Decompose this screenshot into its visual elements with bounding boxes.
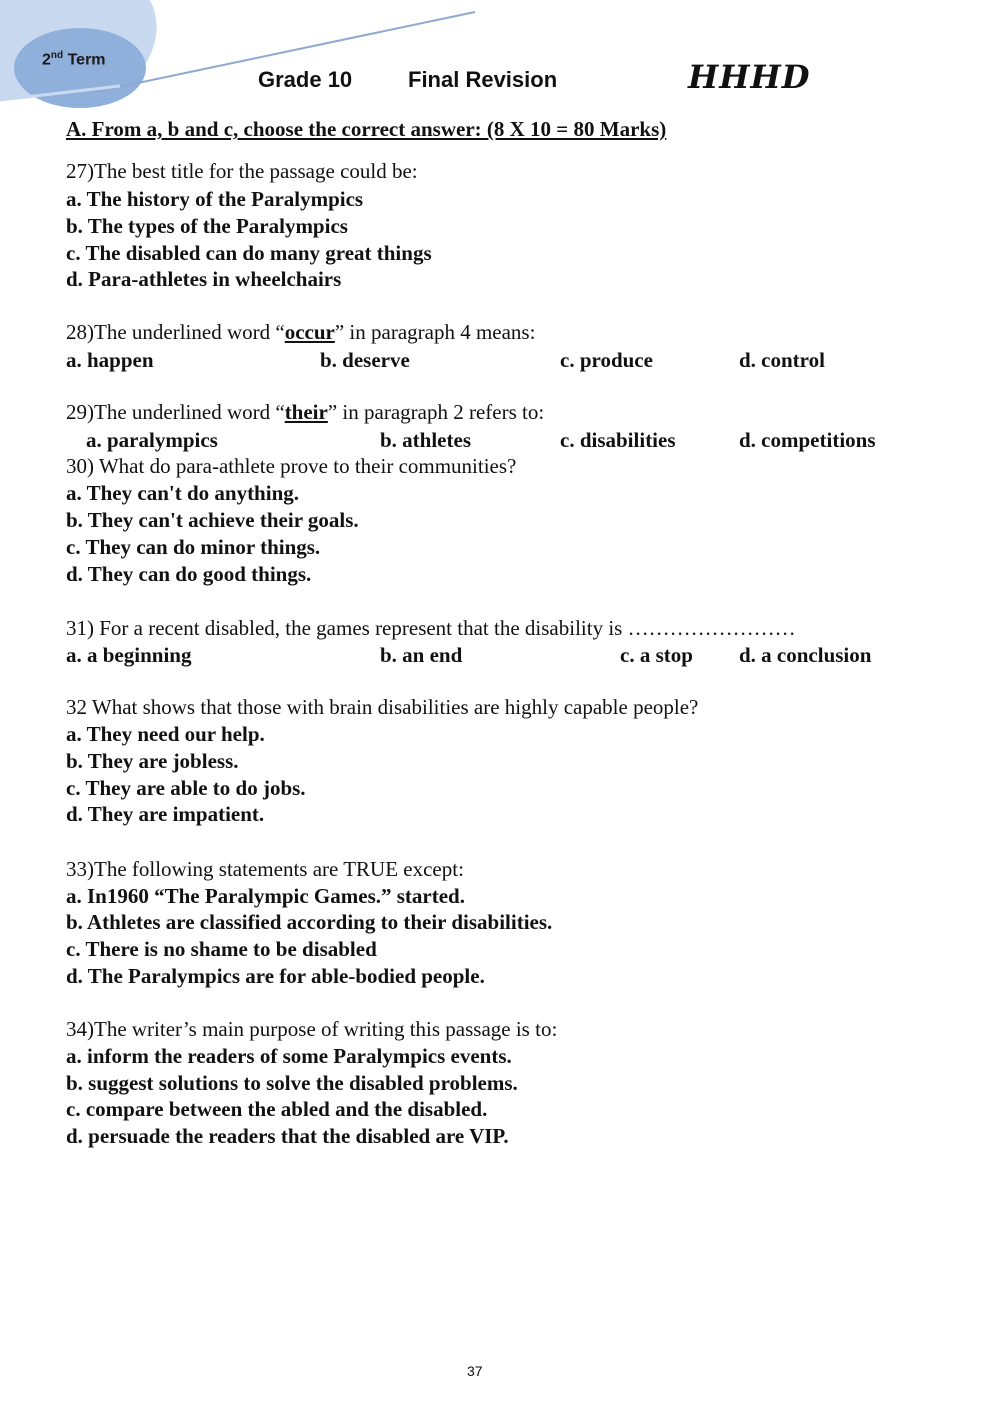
q31-option-a: a. a beginning bbox=[66, 643, 192, 667]
q31-option-b: b. an end bbox=[380, 643, 463, 667]
q31-option-c: c. a stop bbox=[620, 643, 693, 667]
q29-option-d: d. competitions bbox=[739, 428, 876, 452]
q33-option-c: c. There is no shame to be disabled bbox=[66, 937, 377, 961]
q30-option-a: a. They can't do anything. bbox=[66, 481, 299, 505]
question-28-stem: 28)The underlined word “occur” in paragraph 4 means: bbox=[66, 320, 536, 344]
question-33-stem: 33)The following statements are TRUE except: bbox=[66, 857, 464, 881]
q27-option-b: b. The types of the Paralympics bbox=[66, 214, 348, 238]
q28-option-c: c. produce bbox=[560, 348, 653, 372]
question-31-stem: 31) For a recent disabled, the games represent that the disability is …………………… bbox=[66, 616, 796, 640]
q33-option-b: b. Athletes are classified according to their disabilities. bbox=[66, 910, 553, 934]
q34-option-c: c. compare between the abled and the disabled. bbox=[66, 1097, 488, 1121]
q33-option-a: a. In1960 “The Paralympic Games.” started. bbox=[66, 884, 465, 908]
q34-option-a: a. inform the readers of some Paralympics events. bbox=[66, 1044, 512, 1068]
doc-title: Final Revision bbox=[408, 67, 558, 92]
q29-underlined-word: their bbox=[284, 400, 328, 424]
q28-option-b: b. deserve bbox=[320, 348, 410, 372]
q32-option-b: b. They are jobless. bbox=[66, 749, 239, 773]
q30-option-d: d. They can do good things. bbox=[66, 562, 312, 586]
q31-option-d: d. a conclusion bbox=[739, 643, 872, 667]
q27-option-a: a. The history of the Paralympics bbox=[66, 187, 364, 211]
question-30-stem: 30) What do para-athlete prove to their communities? bbox=[66, 454, 517, 478]
q30-option-c: c. They can do minor things. bbox=[66, 535, 321, 559]
author-logo: HHHD bbox=[688, 58, 811, 96]
q28-option-d: d. control bbox=[739, 348, 825, 372]
question-29-stem: 29)The underlined word “their” in paragraph 2 refers to: bbox=[66, 400, 545, 424]
q28-underlined-word: occur bbox=[284, 320, 335, 344]
grade-label: Grade 10 bbox=[258, 67, 353, 92]
q34-option-b: b. suggest solutions to solve the disabled problems. bbox=[66, 1071, 518, 1095]
q29-option-b: b. athletes bbox=[380, 428, 471, 452]
q28-option-a: a. happen bbox=[66, 348, 154, 372]
q32-option-a: a. They need our help. bbox=[66, 722, 265, 746]
section-title: A. From a, b and c, choose the correct answer: (8 X 10 = 80 Marks) bbox=[66, 117, 667, 141]
q30-option-b: b. They can't achieve their goals. bbox=[66, 508, 359, 532]
q32-option-c: c. They are able to do jobs. bbox=[66, 776, 306, 800]
question-27-stem: 27)The best title for the passage could be: bbox=[66, 159, 418, 183]
q27-option-c: c. The disabled can do many great things bbox=[66, 241, 432, 265]
q27-option-d: d. Para-athletes in wheelchairs bbox=[66, 267, 342, 291]
term-label: 2nd Term bbox=[42, 50, 106, 69]
q34-option-d: d. persuade the readers that the disabled are VIP. bbox=[66, 1124, 509, 1148]
q32-option-d: d. They are impatient. bbox=[66, 802, 265, 826]
question-34-stem: 34)The writer’s main purpose of writing this passage is to: bbox=[66, 1017, 558, 1041]
page-number: 37 bbox=[467, 1363, 483, 1379]
q33-option-d: d. The Paralympics are for able-bodied people. bbox=[66, 964, 485, 988]
q29-option-c: c. disabilities bbox=[560, 428, 676, 452]
q29-option-a: a. paralympics bbox=[86, 428, 218, 452]
question-32-stem: 32 What shows that those with brain disabilities are highly capable people? bbox=[66, 695, 699, 719]
